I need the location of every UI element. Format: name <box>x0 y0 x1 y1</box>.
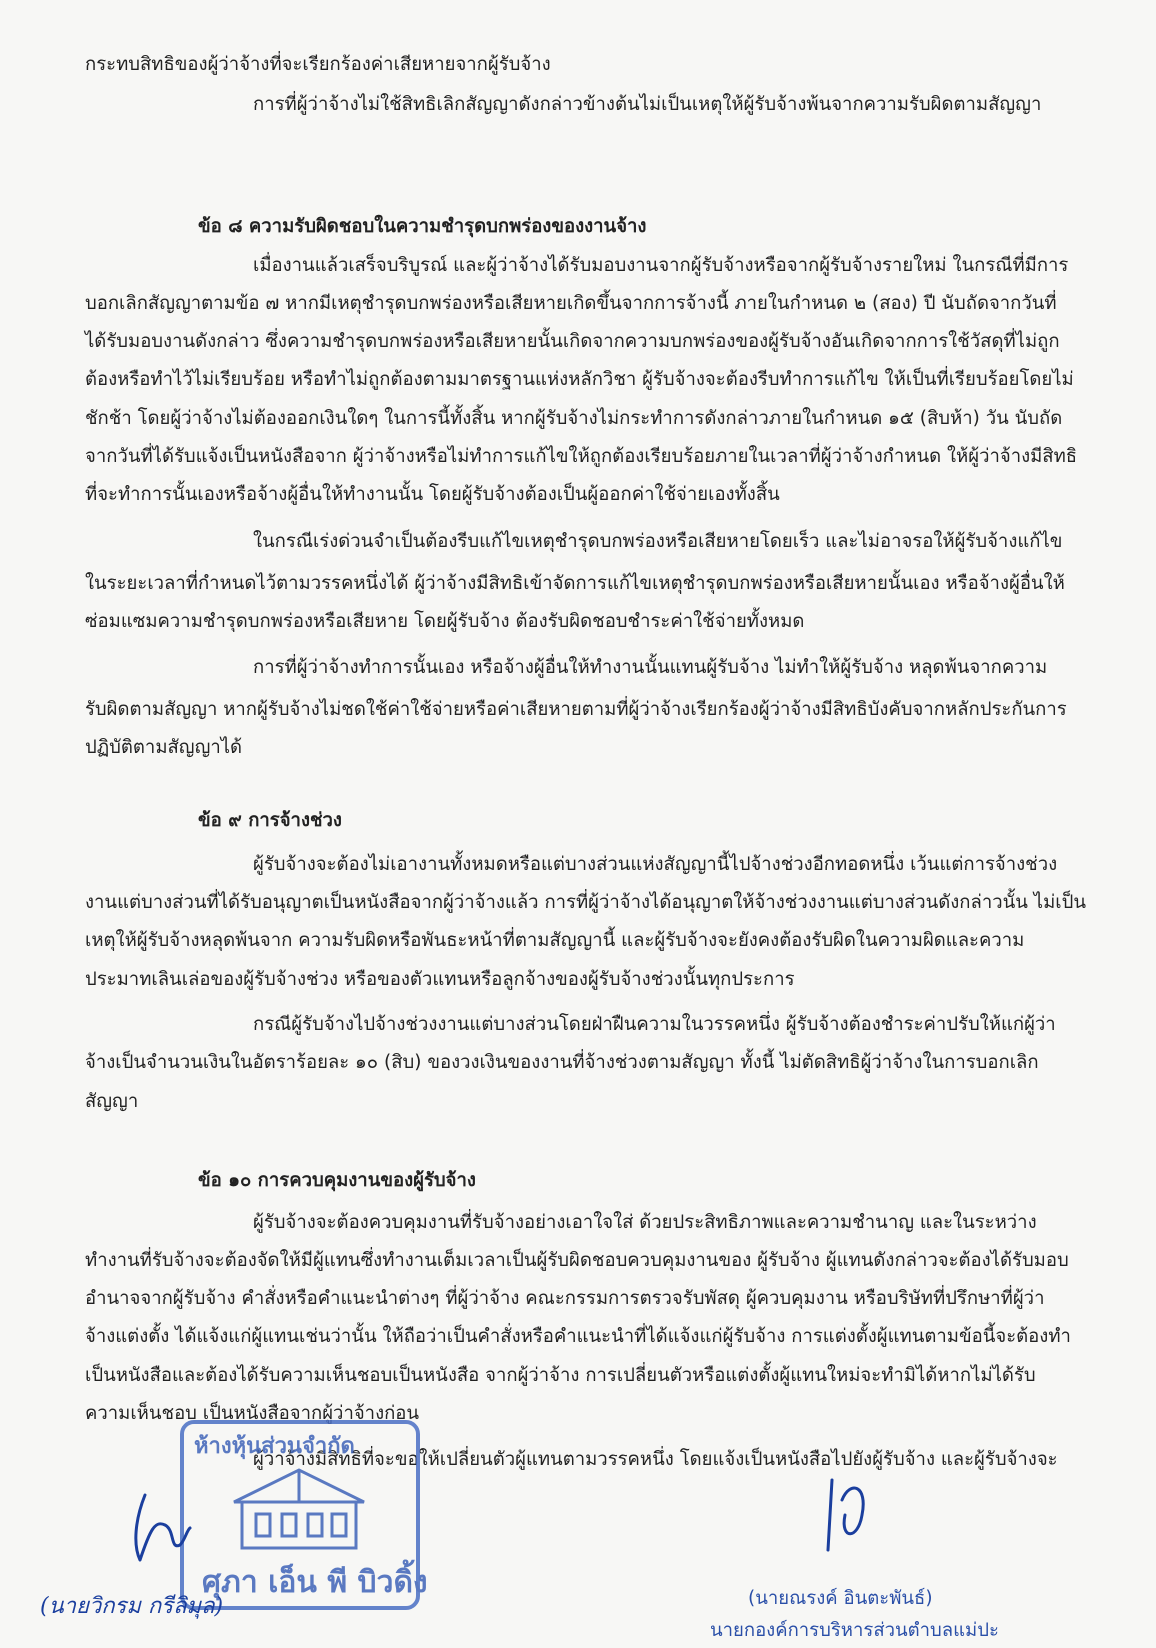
text-line: จ้างแต่งตั้ง ได้แจ้งแก่ผู้แทนเช่นว่านั้น ให้ถือว่าเป็นคำสั่งหรือคำแนะนำที่ได้แจ้งแก่ผู้รับจ้าง การแต่งตั้งผู้แทนตามข้อนี้จะต้องทำ <box>85 1326 1071 1347</box>
text-line: ประมาทเลินเล่อของผู้รับจ้างช่วง หรือของตัวแทนหรือลูกจ้างของผู้รับจ้างช่วงนั้นทุกประการ <box>85 969 795 990</box>
text-line: การที่ผู้ว่าจ้างทำการนั้นเอง หรือจ้างผู้อื่นให้ทำงานนั้นแทนผู้รับจ้าง ไม่ทำให้ผู้รับจ้าง หลุดพ้นจากความ <box>253 657 1048 678</box>
section-8-heading: ข้อ ๘ ความรับผิดชอบในความชำรุดบกพร่องของงานจ้าง <box>198 216 647 237</box>
right-signatory-name: (นายณรงค์ อินตะพันธ์) <box>748 1588 933 1609</box>
text-line: งานแต่บางส่วนที่ได้รับอนุญาตเป็นหนังสือจากผู้ว่าจ้างแล้ว การที่ผู้ว่าจ้างได้อนุญาตให้จ้างช่วงงานแต่บางส่วนดังกล่าวนั้น ไม่เป็น <box>85 892 1086 913</box>
right-signature-scribble <box>820 1470 880 1560</box>
text-line: ปฏิบัติตามสัญญาได้ <box>85 737 243 758</box>
text-line: ในระยะเวลาที่กำหนดไว้ตามวรรคหนึ่งได้ ผู้ว่าจ้างมีสิทธิเข้าจัดการแก้ไขเหตุชำรุดบกพร่องหรือเสียหายนั้นเอง หรือจ้างผู้อื่นให้ <box>85 573 1065 594</box>
stamp-top-text: ห้างหุ้นส่วนจำกัด <box>194 1434 355 1459</box>
text-line: การที่ผู้ว่าจ้างไม่ใช้สิทธิเลิกสัญญาดังกล่าวข้างต้นไม่เป็นเหตุให้ผู้รับจ้างพ้นจากความรับผิดตามสัญญา <box>253 94 1042 115</box>
text-line: ซ่อมแซมความชำรุดบกพร่องหรือเสียหาย โดยผู้รับจ้าง ต้องรับผิดชอบชำระค่าใช้จ่ายทั้งหมด <box>85 611 805 632</box>
text-line: อำนาจจากผู้รับจ้าง คำสั่งหรือคำแนะนำต่างๆ ที่ผู้ว่าจ้าง คณะกรรมการตรวจรับพัสดุ ผู้ควบคุมงาน หรือบริษัทที่ปรึกษาที่ผู้ว่า <box>85 1288 1045 1309</box>
text-line: ในกรณีเร่งด่วนจำเป็นต้องรีบแก้ไขเหตุชำรุดบกพร่องหรือเสียหายโดยเร็ว และไม่อาจรอให้ผู้รับจ้างแก้ไข <box>253 531 1063 552</box>
building-icon <box>224 1462 374 1552</box>
text-line: ได้รับมอบงานดังกล่าว ซึ่งความชำรุดบกพร่องหรือเสียหายนั้นเกิดจากความบกพร่องของผู้รับจ้างอันเกิดจากการใช้วัสดุที่ไม่ถูก <box>85 331 1060 352</box>
text-line: ผู้รับจ้างจะต้องไม่เอางานทั้งหมดหรือแต่บางส่วนแห่งสัญญานี้ไปจ้างช่วงอีกทอดหนึ่ง เว้นแต่การจ้างช่วง <box>253 854 1058 875</box>
section-10-heading: ข้อ ๑๐ การควบคุมงานของผู้รับจ้าง <box>198 1170 476 1191</box>
text-line: ที่จะทำการนั้นเองหรือจ้างผู้อื่นให้ทำงานนั้น โดยผู้รับจ้างต้องเป็นผู้ออกค่าใช้จ่ายเองทั้งสิ้น <box>85 484 780 505</box>
text-line: ทำงานที่รับจ้างจะต้องจัดให้มีผู้แทนซึ่งทำงานเต็มเวลาเป็นผู้รับผิดชอบควบคุมงานของ ผู้รับจ้าง ผู้แทนดังกล่าวจะต้องได้รับมอบ <box>85 1250 1069 1271</box>
stamp-bottom-text: ศุภา เอ็น พี บิวดิ้ง <box>202 1565 428 1600</box>
right-signatory-title: นายกองค์การบริหารส่วนตำบลแม่ปะ <box>710 1620 999 1641</box>
text-line: ชักช้า โดยผู้ว่าจ้างไม่ต้องออกเงินใดๆ ในการนี้ทั้งสิ้น หากผู้รับจ้างไม่กระทำการดังกล่าวภายในกำหนด ๑๕ (สิบห้า) วัน นับถัด <box>85 408 1063 429</box>
text-line: ความเห็นชอบ เป็นหนังสือจากผู้ว่าจ้างก่อน <box>85 1403 420 1424</box>
text-line: จ้างเป็นจำนวนเงินในอัตราร้อยละ ๑๐ (สิบ) ของวงเงินของงานที่จ้างช่วงตามสัญญา ทั้งนี้ ไม่ตัดสิทธิผู้ว่าจ้างในการบอกเลิก <box>85 1052 1039 1073</box>
section-9-heading: ข้อ ๙ การจ้างช่วง <box>198 810 342 831</box>
text-line: สัญญา <box>85 1091 139 1112</box>
text-line: เป็นหนังสือและต้องได้รับความเห็นชอบเป็นหนังสือ จากผู้ว่าจ้าง การเปลี่ยนตัวหรือแต่งตั้งผู้แทนใหม่จะทำมิได้หากไม่ได้รับ <box>85 1365 1036 1386</box>
text-line: เหตุให้ผู้รับจ้างหลุดพ้นจาก ความรับผิดหรือพันธะหน้าที่ตามสัญญานี้ และผู้รับจ้างจะยังคงต้องรับผิดในความผิดและความ <box>85 930 1025 951</box>
text-line: กรณีผู้รับจ้างไปจ้างช่วงงานแต่บางส่วนโดยฝ่าฝืนความในวรรคหนึ่ง ผู้รับจ้างต้องชำระค่าปรับให้แก่ผู้ว่า <box>253 1014 1056 1035</box>
text-line: กระทบสิทธิของผู้ว่าจ้างที่จะเรียกร้องค่าเสียหายจากผู้รับจ้าง <box>85 54 551 75</box>
text-line: รับผิดตามสัญญา หากผู้รับจ้างไม่ชดใช้ค่าใช้จ่ายหรือค่าเสียหายตามที่ผู้ว่าจ้างเรียกร้องผู้ว่าจ้างมีสิทธิบังคับจากหลักประกันการ <box>85 699 1067 720</box>
left-signature-scribble <box>125 1490 195 1570</box>
left-signatory-name: (นายวิกรม กรีลิมุล) <box>40 1594 224 1619</box>
text-line: เมื่องานแล้วเสร็จบริบูรณ์ และผู้ว่าจ้างได้รับมอบงานจากผู้รับจ้างหรือจากผู้รับจ้างรายใหม่ ในกรณีที่มีการ <box>253 255 1069 276</box>
company-stamp <box>180 1420 428 1610</box>
text-line: ต้องหรือทำไว้ไม่เรียบร้อย หรือทำไม่ถูกต้องตามมาตรฐานแห่งหลักวิชา ผู้รับจ้างจะต้องรีบทำการแก้ไข ให้เป็นที่เรียบร้อยโดยไม่ <box>85 369 1074 390</box>
text-line: ผู้รับจ้างจะต้องควบคุมงานที่รับจ้างอย่างเอาใจใส่ ด้วยประสิทธิภาพและความชำนาญ และในระหว่าง <box>253 1212 1037 1233</box>
text-line: บอกเลิกสัญญาตามข้อ ๗ หากมีเหตุชำรุดบกพร่องหรือเสียหายเกิดขึ้นจากการจ้างนี้ ภายในกำหนด ๒ (สอง) ปี นับถัดจากวันที่ <box>85 293 1057 314</box>
text-line: จากวันที่ได้รับแจ้งเป็นหนังสือจาก ผู้ว่าจ้างหรือไม่ทำการแก้ไขให้ถูกต้องเรียบร้อยภายในเวลาที่ผู้ว่าจ้างกำหนด ให้ผู้ว่าจ้างมีสิทธิ <box>85 446 1078 467</box>
text-line: ผู้ว่าจ้างมีสิทธิที่จะขอให้เปลี่ยนตัวผู้แทนตามวรรคหนึ่ง โดยแจ้งเป็นหนังสือไปยังผู้รับจ้าง และผู้รับจ้างจะ <box>253 1449 1058 1470</box>
